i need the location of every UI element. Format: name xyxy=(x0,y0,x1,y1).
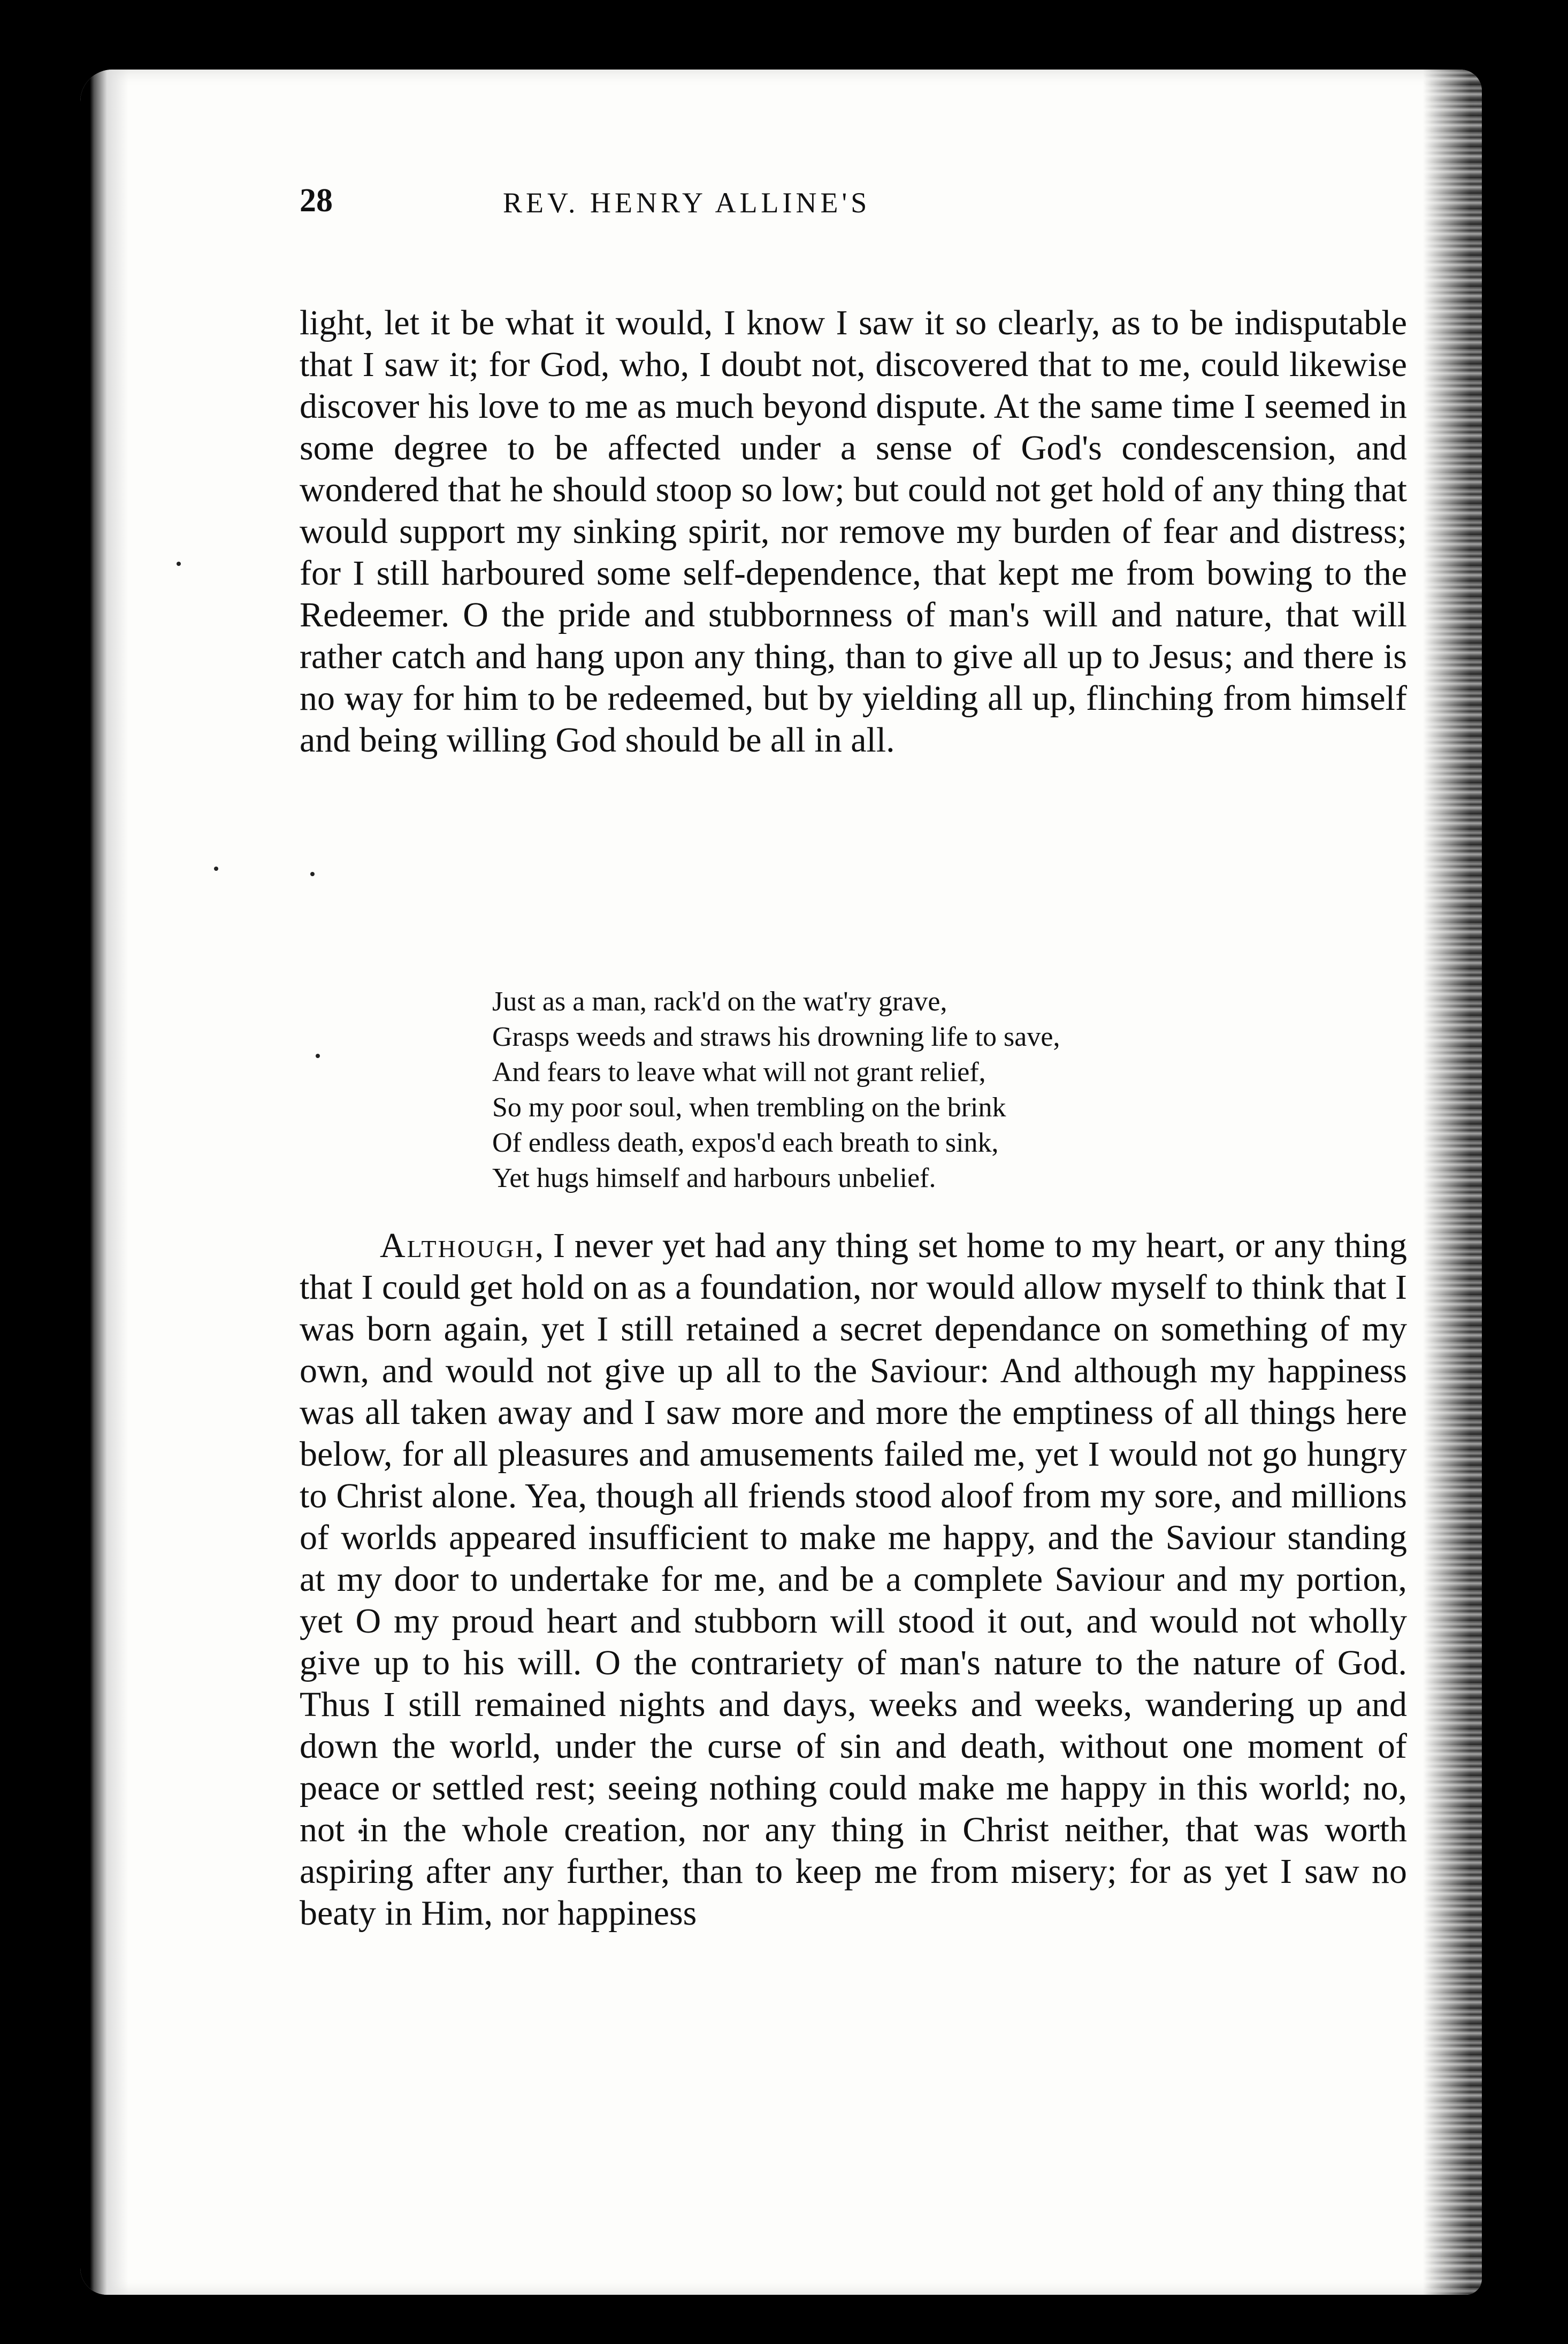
verse-line: Just as a man, rack'd on the wat'ry grave, xyxy=(492,986,947,1017)
verse-line: Grasps weeds and straws his drowning life to save, xyxy=(492,1022,1060,1052)
verse-stanza xyxy=(492,984,1295,1196)
running-head xyxy=(300,182,1423,225)
paragraph-lead-word: Although xyxy=(380,1226,535,1265)
paragraph-2-text: , I never yet had any thing set home to my heart, or any thing that I could get hold on as a foundation, nor would allow myself to think that I was born again, yet I still retained a secret dependance on something of my own, and would not give up all to the Saviour: And although my happiness was all taken away and I saw more and more the emptiness of all things here below, for all pleasures and amusements failed me, yet I would not go hungry to Christ alone. Yea, though all friends stood aloof from my sore, and millions of worlds appeared insufficient to make me happy, and the Saviour standing at my door to undertake for me, and be a complete Saviour and my portion, yet O my proud heart and stubborn will stood it out, and would not wholly give up to his will. O the contrariety of man's nature to the nature of God. Thus I still remained nights and days, weeks and weeks, wandering up and down the world, under the curse of sin and death, without one moment of peace or settled rest; seeing nothing could make me happy in this world; no, not in the whole creation, nor any thing in Christ neither, that was worth aspiring after any further, than to keep me from misery; for as yet I saw no beaty in Him, nor happiness xyxy=(300,1226,1407,1933)
verse-line: Of endless death, expos'd each breath to sink, xyxy=(492,1128,999,1158)
paragraph-2 xyxy=(300,1225,1407,1934)
verse-line: Yet hugs himself and harbours unbelief. xyxy=(492,1163,936,1193)
page-number: 28 xyxy=(300,182,333,219)
verse-line: And fears to leave what will not grant relief, xyxy=(492,1057,986,1087)
verse-line: So my poor soul, when trembling on the brink xyxy=(492,1092,1006,1123)
paragraph-1: light, let it be what it would, I know I saw it so clearly, as to be indisputable that I saw it; for God, who, I doubt not, discovered that to me, could likewise discover his love to me as much beyond dispute. At the same time I seemed in some degree to be affected under a sense of God's condescension, and wondered that he should stoop so low; but could not get hold of any thing that would support my sinking spirit, nor remove my burden of fear and distress; for I still harboured some self-dependence, that kept me from bowing to the Redeemer. O the pride and stubbornness of man's will and nature, that will rather catch and hang upon any thing, than to give all up to Jesus; and there is no way for him to be redeemed, but by yielding all up, flinching from himself and being willing God should be all in all. xyxy=(300,303,1407,760)
running-title: REV. HENRY ALLINE'S xyxy=(503,187,871,219)
